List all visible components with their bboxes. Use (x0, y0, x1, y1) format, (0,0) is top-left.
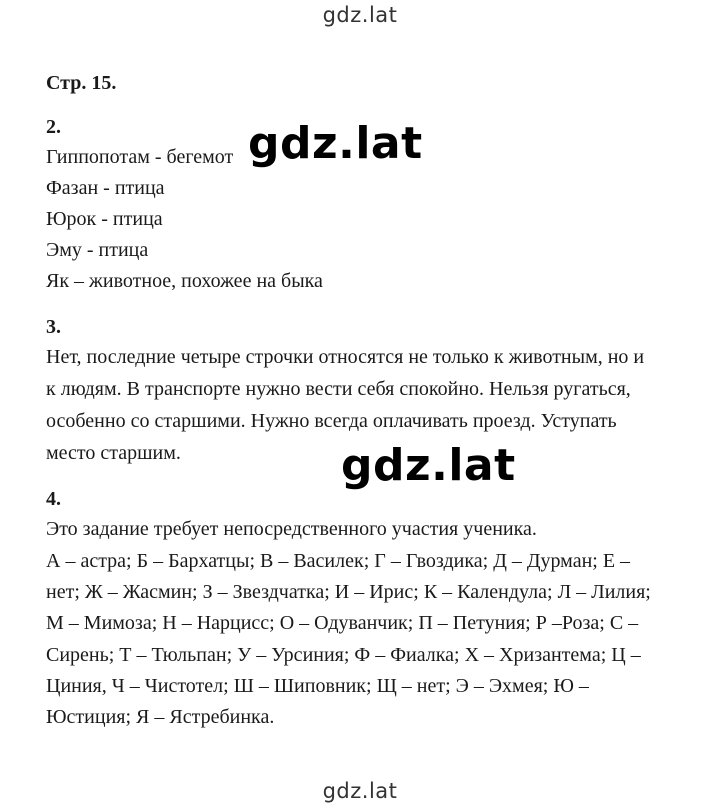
task-4-line: Юстиция; Я – Ястребинка. (46, 706, 275, 728)
task-4-line: нет; Ж – Жасмин; З – Звездчатка; И – Ирис; К – Календула; Л – Лилия; (46, 581, 651, 603)
watermark-overlay: gdz.lat (337, 444, 520, 488)
task-4-number: 4. (46, 488, 61, 510)
task-3-line: особенно со старшими. Нужно всегда оплачивать проезд. Уступать (46, 410, 617, 432)
task-4-line: Циния, Ч – Чистотел; Ш – Шиповник; Щ – нет; Э – Эхмея; Ю – (46, 675, 589, 697)
watermark-top: gdz.lat (322, 3, 398, 27)
task-2-line: Фазан - птица (46, 177, 165, 199)
watermark-bottom: gdz.lat (322, 779, 398, 803)
task-3-line: Нет, последние четыре строчки относятся не только к животным, но и (46, 346, 645, 368)
task-4-line: А – астра; Б – Бархатцы; В – Василек; Г – Гвоздика; Д – Дурман; Е – (46, 550, 631, 572)
watermark-overlay: gdz.lat (244, 122, 427, 166)
task-2-line: Як – животное, похожее на быка (46, 270, 323, 292)
task-3-line: место старшим. (46, 442, 181, 464)
task-3-number: 3. (46, 316, 61, 338)
task-4-line: М – Мимоза; Н – Нарцисс; О – Одуванчик; П – Петуния; Р –Роза; С – (46, 612, 639, 634)
task-4-line: Это задание требует непосредственного участия ученика. (46, 518, 537, 540)
task-4-line: Сирень; Т – Тюльпан; У – Урсиния; Ф – Фиалка; Х – Хризантема; Ц – (46, 644, 641, 666)
task-3-line: к людям. В транспорте нужно вести себя спокойно. Нельзя ругаться, (46, 378, 631, 400)
task-2-line: Гиппопотам - бегемот (46, 146, 234, 168)
task-2-line: Юрок - птица (46, 208, 163, 230)
task-2-line: Эму - птица (46, 239, 149, 261)
page-title: Стр. 15. (46, 72, 117, 94)
task-2-number: 2. (46, 116, 61, 138)
